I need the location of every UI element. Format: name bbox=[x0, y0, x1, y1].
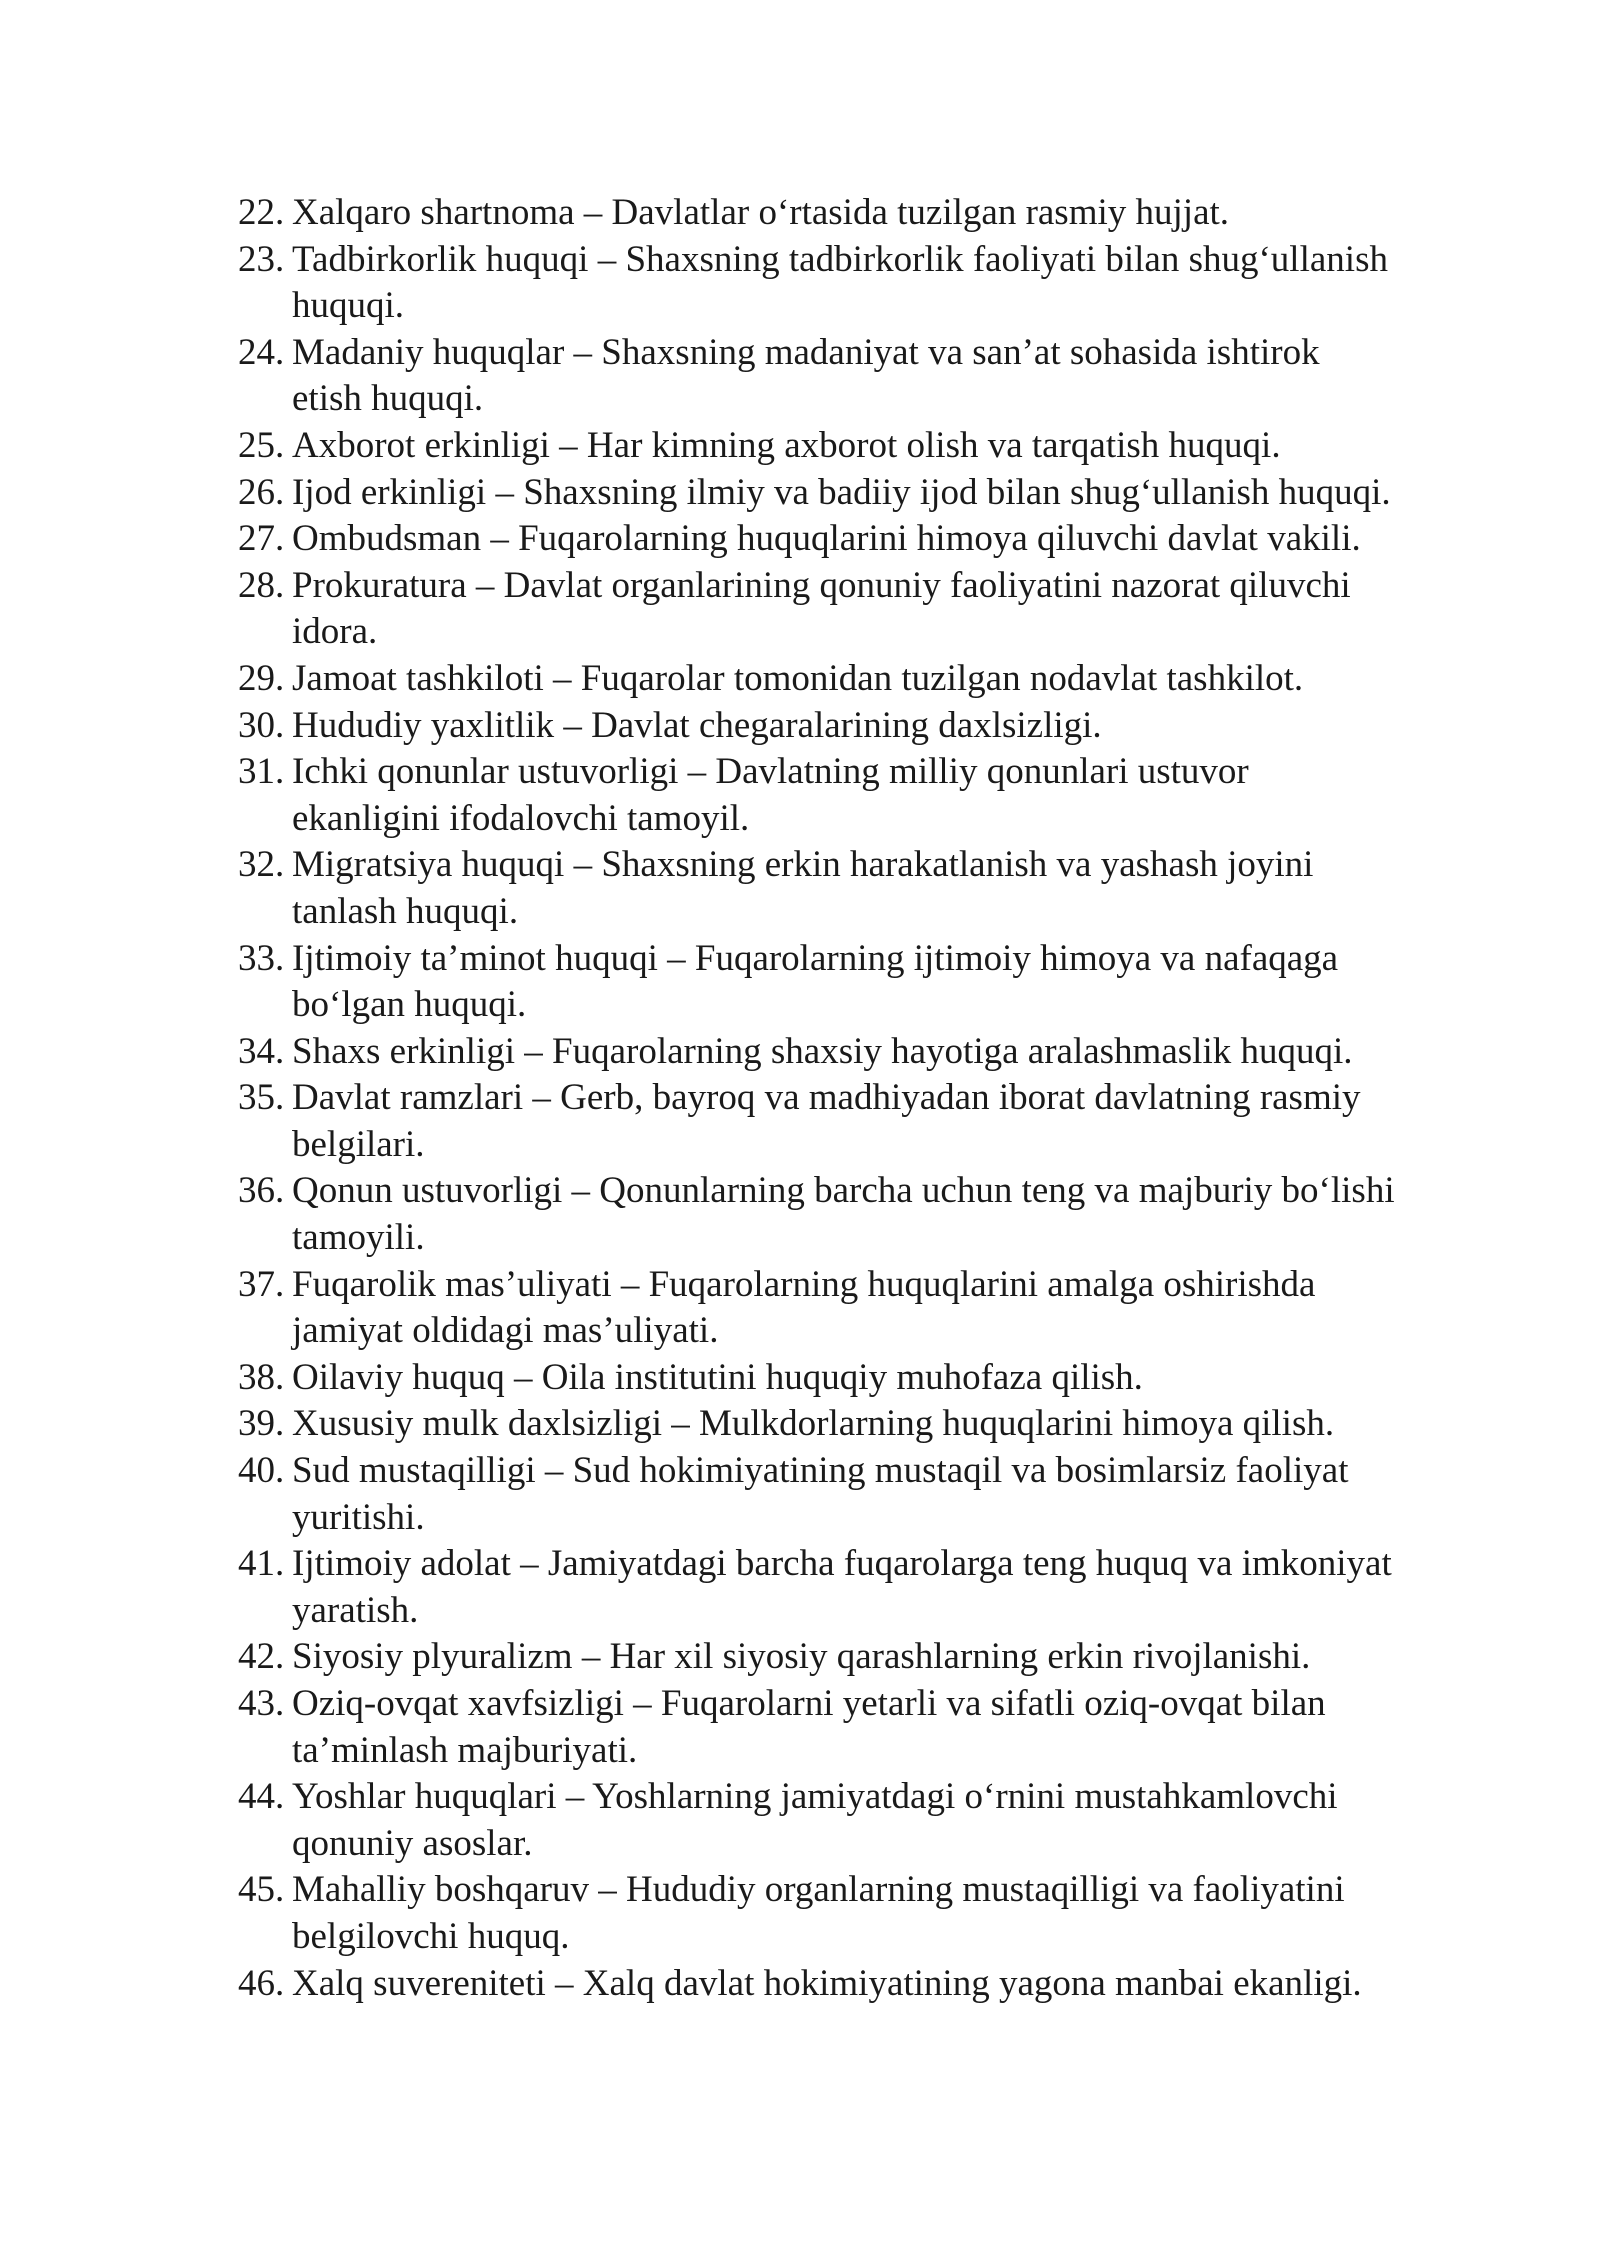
item-number: 24. bbox=[238, 331, 285, 373]
item-text: Ichki qonunlar ustuvorligi – Davlatning milliy qonunlari ustuvor ekanligini ifodalovchi tamoyil. bbox=[292, 751, 1249, 839]
item-text: Yoshlar huquqlari – Yoshlarning jamiyatdagi o‘rnini mustahkamlovchi qonuniy asoslar. bbox=[292, 1776, 1338, 1864]
item-text: Ijod erkinligi – Shaxsning ilmiy va badiiy ijod bilan shug‘ullanish huquqi. bbox=[292, 471, 1391, 513]
item-text: Madaniy huquqlar – Shaxsning madaniyat va san’at sohasida ishtirok etish huquqi. bbox=[292, 331, 1320, 420]
list-item bbox=[238, 470, 1398, 517]
item-number: 34. bbox=[238, 1030, 285, 1072]
item-text: Ijtimoiy adolat – Jamiyatdagi barcha fuqarolarga teng huquq va imkoniyat yaratish. bbox=[292, 1543, 1392, 1631]
item-number: 44. bbox=[238, 1776, 285, 1818]
list-item bbox=[238, 703, 1398, 750]
item-text: Ijtimoiy ta’minot huquqi – Fuqarolarning ijtimoiy himoya va nafaqaga bo‘lgan huquqi. bbox=[292, 937, 1339, 1026]
item-text: Migratsiya huquqi – Shaxsning erkin harakatlanish va yashash joyini tanlash huquqi. bbox=[292, 844, 1314, 932]
item-number: 23. bbox=[238, 238, 285, 280]
item-text: Xususiy mulk daxlsizligi – Mulkdorlarning huquqlarini himoya qilish. bbox=[292, 1403, 1335, 1445]
item-number: 32. bbox=[238, 844, 285, 886]
item-text: Qonun ustuvorligi – Qonunlarning barcha uchun teng va majburiy bo‘lishi tamoyili. bbox=[292, 1170, 1395, 1259]
item-number: 45. bbox=[238, 1869, 285, 1911]
item-text: Fuqarolik mas’uliyati – Fuqarolarning huquqlarini amalga oshirishda jamiyat oldidagi mas’uliyati. bbox=[292, 1263, 1316, 1352]
list-item bbox=[238, 1168, 1398, 1261]
item-text: Davlat ramzlari – Gerb, bayroq va madhiyadan iborat davlatning rasmiy belgilari. bbox=[292, 1077, 1361, 1165]
item-text: Prokuratura – Davlat organlarining qonuniy faoliyatini nazorat qiluvchi idora. bbox=[292, 564, 1351, 653]
list-item bbox=[238, 1774, 1398, 1867]
list-item bbox=[238, 1075, 1398, 1168]
item-number: 41. bbox=[238, 1543, 285, 1585]
list-item bbox=[238, 563, 1398, 656]
item-number: 43. bbox=[238, 1683, 285, 1724]
list-item bbox=[238, 1634, 1398, 1681]
item-text: Xalqaro shartnoma – Davlatlar o‘rtasida tuzilgan rasmiy hujjat. bbox=[292, 192, 1230, 233]
list-item bbox=[238, 1961, 1398, 2008]
item-text: Sud mustaqilligi – Sud hokimiyatining mustaqil va bosimlarsiz faoliyat yuritishi. bbox=[292, 1450, 1349, 1538]
item-number: 42. bbox=[238, 1636, 285, 1678]
list-item bbox=[238, 656, 1398, 703]
item-number: 22. bbox=[238, 192, 285, 233]
item-number: 46. bbox=[238, 1962, 285, 2004]
item-number: 36. bbox=[238, 1170, 285, 1212]
list-item bbox=[238, 237, 1398, 330]
item-number: 25. bbox=[238, 424, 285, 466]
list-item bbox=[238, 749, 1398, 842]
list-item bbox=[238, 1355, 1398, 1402]
item-number: 30. bbox=[238, 704, 285, 746]
item-number: 37. bbox=[238, 1263, 285, 1305]
list-item bbox=[238, 936, 1398, 1029]
item-number: 33. bbox=[238, 937, 285, 979]
list-item bbox=[238, 190, 1398, 237]
list-item bbox=[238, 1448, 1398, 1541]
item-number: 27. bbox=[238, 518, 285, 560]
list-item bbox=[238, 330, 1398, 423]
item-text: Oilaviy huquq – Oila institutini huquqiy muhofaza qilish. bbox=[292, 1356, 1143, 1398]
item-text: Shaxs erkinligi – Fuqarolarning shaxsiy hayotiga aralashmaslik huquqi. bbox=[292, 1030, 1353, 1072]
item-text: Tadbirkorlik huquqi – Shaxsning tadbirkorlik faoliyati bilan shug‘ullanish huquqi. bbox=[292, 238, 1388, 327]
item-number: 28. bbox=[238, 564, 285, 606]
item-text: Oziq-ovqat xavfsizligi – Fuqarolarni yetarli va sifatli oziq-ovqat bilan ta’minlash majburiyati. bbox=[292, 1683, 1326, 1771]
list-item bbox=[238, 842, 1398, 935]
item-number: 38. bbox=[238, 1356, 285, 1398]
item-text: Axborot erkinligi – Har kimning axborot olish va tarqatish huquqi. bbox=[292, 424, 1281, 466]
item-number: 35. bbox=[238, 1077, 285, 1119]
item-number: 31. bbox=[238, 751, 285, 793]
list-item bbox=[238, 516, 1398, 563]
list-item bbox=[238, 1401, 1398, 1448]
item-text: Siyosiy plyuralizm – Har xil siyosiy qarashlarning erkin rivojlanishi. bbox=[292, 1636, 1311, 1678]
item-number: 39. bbox=[238, 1403, 285, 1445]
list-item bbox=[238, 1867, 1398, 1960]
item-number: 29. bbox=[238, 657, 285, 699]
list-item bbox=[238, 1262, 1398, 1355]
list-item bbox=[238, 1541, 1398, 1634]
item-number: 40. bbox=[238, 1450, 285, 1492]
item-text: Mahalliy boshqaruv – Hududiy organlarning mustaqilligi va faoliyatini belgilovchi huquq. bbox=[292, 1869, 1345, 1957]
item-number: 26. bbox=[238, 471, 285, 513]
item-text: Ombudsman – Fuqarolarning huquqlarini himoya qiluvchi davlat vakili. bbox=[292, 518, 1361, 560]
item-text: Hududiy yaxlitlik – Davlat chegaralarining daxlsizligi. bbox=[292, 704, 1102, 746]
numbered-term-list bbox=[238, 190, 1398, 2007]
list-item bbox=[238, 423, 1398, 470]
list-item bbox=[238, 1681, 1398, 1774]
item-text: Jamoat tashkiloti – Fuqarolar tomonidan tuzilgan nodavlat tashkilot. bbox=[292, 657, 1304, 699]
item-text: Xalq suvereniteti – Xalq davlat hokimiyatining yagona manbai ekanligi. bbox=[292, 1962, 1362, 2004]
list-item bbox=[238, 1029, 1398, 1076]
